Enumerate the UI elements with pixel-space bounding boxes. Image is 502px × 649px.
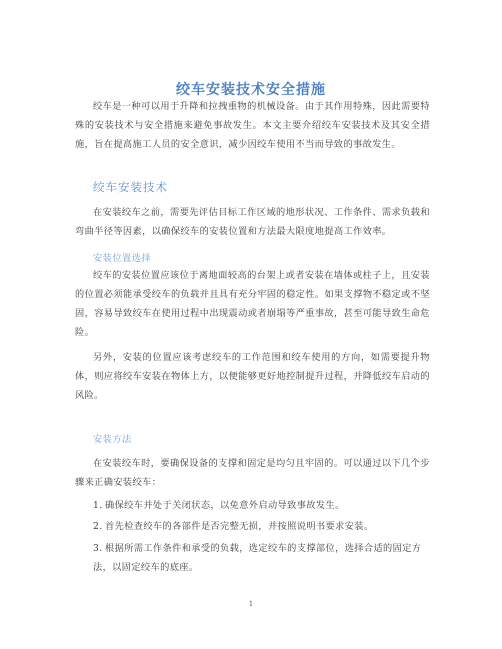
method-paragraph: 在安装绞车时，要确保设备的支撑和固定是均匀且牢固的。可以通过以下几个步骤来正确安装绞车： — [75, 458, 430, 488]
list-item — [93, 496, 430, 515]
intro-paragraph: 绞车是一种可以用于升降和拉拽重物的机械设备。由于其作用特殊，因此需要特殊的安装技术与安全措施来避免事故发生。本文主要介绍绞车安装技术及其安全措施，旨在提高施工人员的安全意识，减少因绞车使用不当而导致的事故发生。 — [75, 101, 430, 150]
list-item-text: 确保绞车并处于关闭状态，以免意外启动导致事故发生。 — [105, 500, 345, 511]
subsection-heading-method: 安装方法 — [93, 434, 132, 445]
list-item-text: 根据所需工作条件和承受的负载，选定绞车的支撑部位，选择合适的固定方法，以固定绞车的底座。 — [93, 543, 422, 573]
list-item-text: 首先检查绞车的各部件是否完整无损，并按照说明书要求安装。 — [105, 521, 374, 532]
list-item-number: 1. — [93, 500, 103, 511]
location-paragraph-2: 另外，安装的位置应该考虑绞车的工作范围和绞车使用的方向，如需要提升物体，则应将绞车安装在物体上方，以便能够更好地控制提升过程，并降低绞车启动的风险。 — [75, 352, 430, 401]
document-title: 绞车安装技术安全措施 — [176, 82, 326, 98]
list-item-number: 3. — [93, 543, 103, 554]
subsection-heading-location: 安装位置选择 — [93, 253, 152, 264]
list-item — [93, 539, 430, 577]
page-number: 1 — [248, 600, 254, 608]
list-item-number: 2. — [93, 521, 103, 532]
section-paragraph: 在安装绞车之前，需要先评估目标工作区域的地形状况、工作条件、需求负载和弯曲半径等因素，以确保绞车的安装位置和方法最大限度地提高工作效率。 — [75, 207, 430, 237]
location-paragraph-1: 绞车的安装位置应该位于离地面较高的台架上或者安装在墙体或柱子上，且安装的位置必须能承受绞车的负载并且具有充分牢固的稳定性。如果支撑物不稳定或不坚固，容易导致绞车在使用过程中出现震动或者崩塌等严重事故，甚至可能导致生命危险。 — [75, 270, 430, 338]
list-item — [93, 517, 430, 536]
section-heading-install-technique: 绞车安装技术 — [93, 180, 168, 194]
